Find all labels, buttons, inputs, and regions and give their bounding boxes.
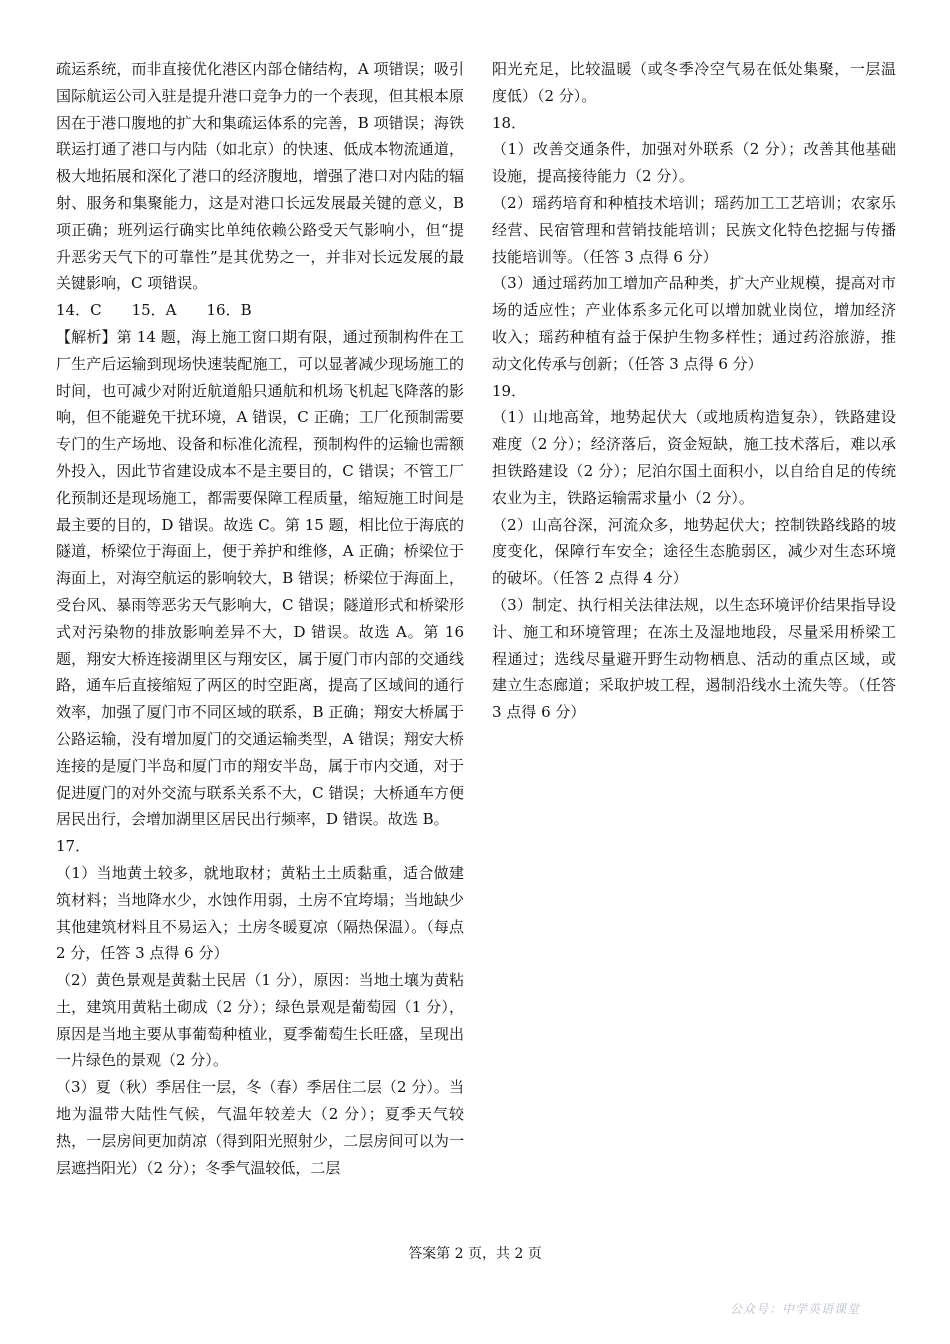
left-column	[56, 56, 464, 1181]
q19-part-3: （3）制定、执行相关法律法规，以生态环境评价结果指导设计、施工和环境管理；在冻土及湿地地段，尽量采用桥梁工程通过；选线尽量避开野生动物栖息、活动的重点区域，或建立生态廊道；采取护坡工程，遏制沿线水土流失等。（任答 3 点得 6 分）	[492, 595, 896, 722]
q18-part-2: （2）瑶药培育和种植技术培训；瑶药加工工艺培训；农家乐经营、民宿管理和营销技能培训；民族文化特色挖掘与传播技能培训等。（任答 3 点得 6 分）	[492, 193, 896, 266]
right-column	[492, 56, 896, 726]
q17-part-1: （1）当地黄土较多，就地取材；黄粘土土质黏重，适合做建筑材料；当地降水少，水蚀作用弱，土房不宜垮塌；当地缺少其他建筑材料且不易运入；土房冬暖夏凉（隔热保温）。（每点 2 分，任答 3 点得 6 分）	[56, 863, 464, 963]
q17-part-3-continued: 阳光充足，比较温暖（或冬季冷空气易在低处集聚，一层温度低）（2 分）。	[492, 60, 896, 105]
question-19-heading: 19．	[492, 381, 527, 400]
q17-part-2: （2）黄色景观是黄黏土民居（1 分），原因：当地土壤为黄粘土，建筑用黄粘土砌成（2 分）；绿色景观是葡萄园（1 分），原因是当地主要从事葡萄种植业，夏季葡萄生长旺盛，呈现出一片绿色的景观（2 分）。	[56, 971, 464, 1070]
q18-part-1: （1）改善交通条件，加强对外联系（2 分）；改善其他基础设施，提高接待能力（2 分）。	[492, 140, 896, 186]
q18-part-3: （3）通过瑶药加工增加产品种类，扩大产业规模，提高对市场的适应性；产业体系多元化可以增加就业岗位，增加经济收入；瑶药种植有益于保护生物多样性；通过药浴旅游，推动文化传承与创新；（任答 3 点得 6 分）	[492, 274, 896, 373]
q19-part-1: （1）山地高耸，地势起伏大（或地质构造复杂），铁路建设难度（2 分）；经济落后，资金短缺，施工技术落后，难以承担铁路建设（2 分）；尼泊尔国土面积小，以自给自足的传统农业为主，铁路运输需求量小（2 分）。	[492, 408, 896, 507]
paragraph-14-16-analysis: 【解析】第 14 题，海上施工窗口期有限，通过预制构件在工厂生产后运输到现场快速装配施工，可以显著减少现场施工的时间，也可减少对附近航道船只通航和机场飞机起飞降落的影响，但不能避免干扰环境，A 错误，C 正确；工厂化预制需要专门的生产场地、设备和标准化流程，预制构件的运输也需额外投入，因此节省建设成本不是主要目的，C 错误；不管工厂化预制还是现场施工，都需要保障工程质量，缩短施工时间是最主要的目的，D 错误。故选 C。第 15 题，相比位于海底的隧道，桥梁位于海面上，便于养护和维修，A 正确；桥梁位于海面上，对海空航运的影响较大，B 错误；桥梁位于海面上，受台风、暴雨等恶劣天气影响大，C 错误；隧道形式和桥梁形式对污染物的排放影响差异不大，D 错误。故选 A。第 16 题，翔安大桥连接湖里区与翔安区，属于厦门市内部的交通线路，通车后直接缩短了两区的时空距离，提高了区域间的通行效率，加强了厦门市不同区域的联系，B 正确；翔安大桥属于公路运输，没有增加厦门的交通运输类型，A 错误；翔安大桥连接的是厦门半岛和厦门市的翔安半岛，属于市内交通，对于促进厦门的对外交流与联系关系不大，C 错误；大桥通车方便居民出行，会增加湖里区居民出行频率，D 错误。故选 B。	[56, 327, 464, 829]
answers-14-16: 14．C 15．A 16．B	[56, 301, 252, 320]
question-18-heading: 18．	[492, 113, 527, 132]
question-17-heading: 17．	[56, 837, 91, 856]
page-footer: 答案第 2 页，共 2 页	[408, 1246, 542, 1262]
paragraph-13-analysis: 疏运系统，而非直接优化港区内部仓储结构，A 项错误；吸引国际航运公司入驻是提升港口竞争力的一个表现，但其根本原因在于港口腹地的扩大和集疏运体系的完善，B 项错误；海铁联运打通了港口与内陆（如北京）的快速、低成本物流通道，极大地拓展和深化了港口的经济腹地，增强了港口对内陆的辐射、服务和集聚能力，这是对港口长远发展最关键的意义，B 项正确；班列运行确实比单纯依赖公路受天气影响小，但“提升恶劣天气下的可靠性”是其优势之一，并非对长远发展的最关键影响，C 项错误。	[56, 60, 464, 293]
q17-part-3: （3）夏（秋）季居住一层，冬（春）季居住二层（2 分）。当地为温带大陆性气候，气温年较差大（2 分）；夏季天气较热，一层房间更加荫凉（得到阳光照射少，二层房间可以为一层遮挡阳光）（2 分）；冬季气温较低，二层	[56, 1078, 464, 1177]
q19-part-2: （2）山高谷深，河流众多，地势起伏大；控制铁路线路的坡度变化，保障行车安全；途径生态脆弱区，减少对生态环境的破坏。（任答 2 点得 4 分）	[492, 515, 896, 588]
watermark: 公众号：中学英语课堂	[730, 1302, 861, 1316]
